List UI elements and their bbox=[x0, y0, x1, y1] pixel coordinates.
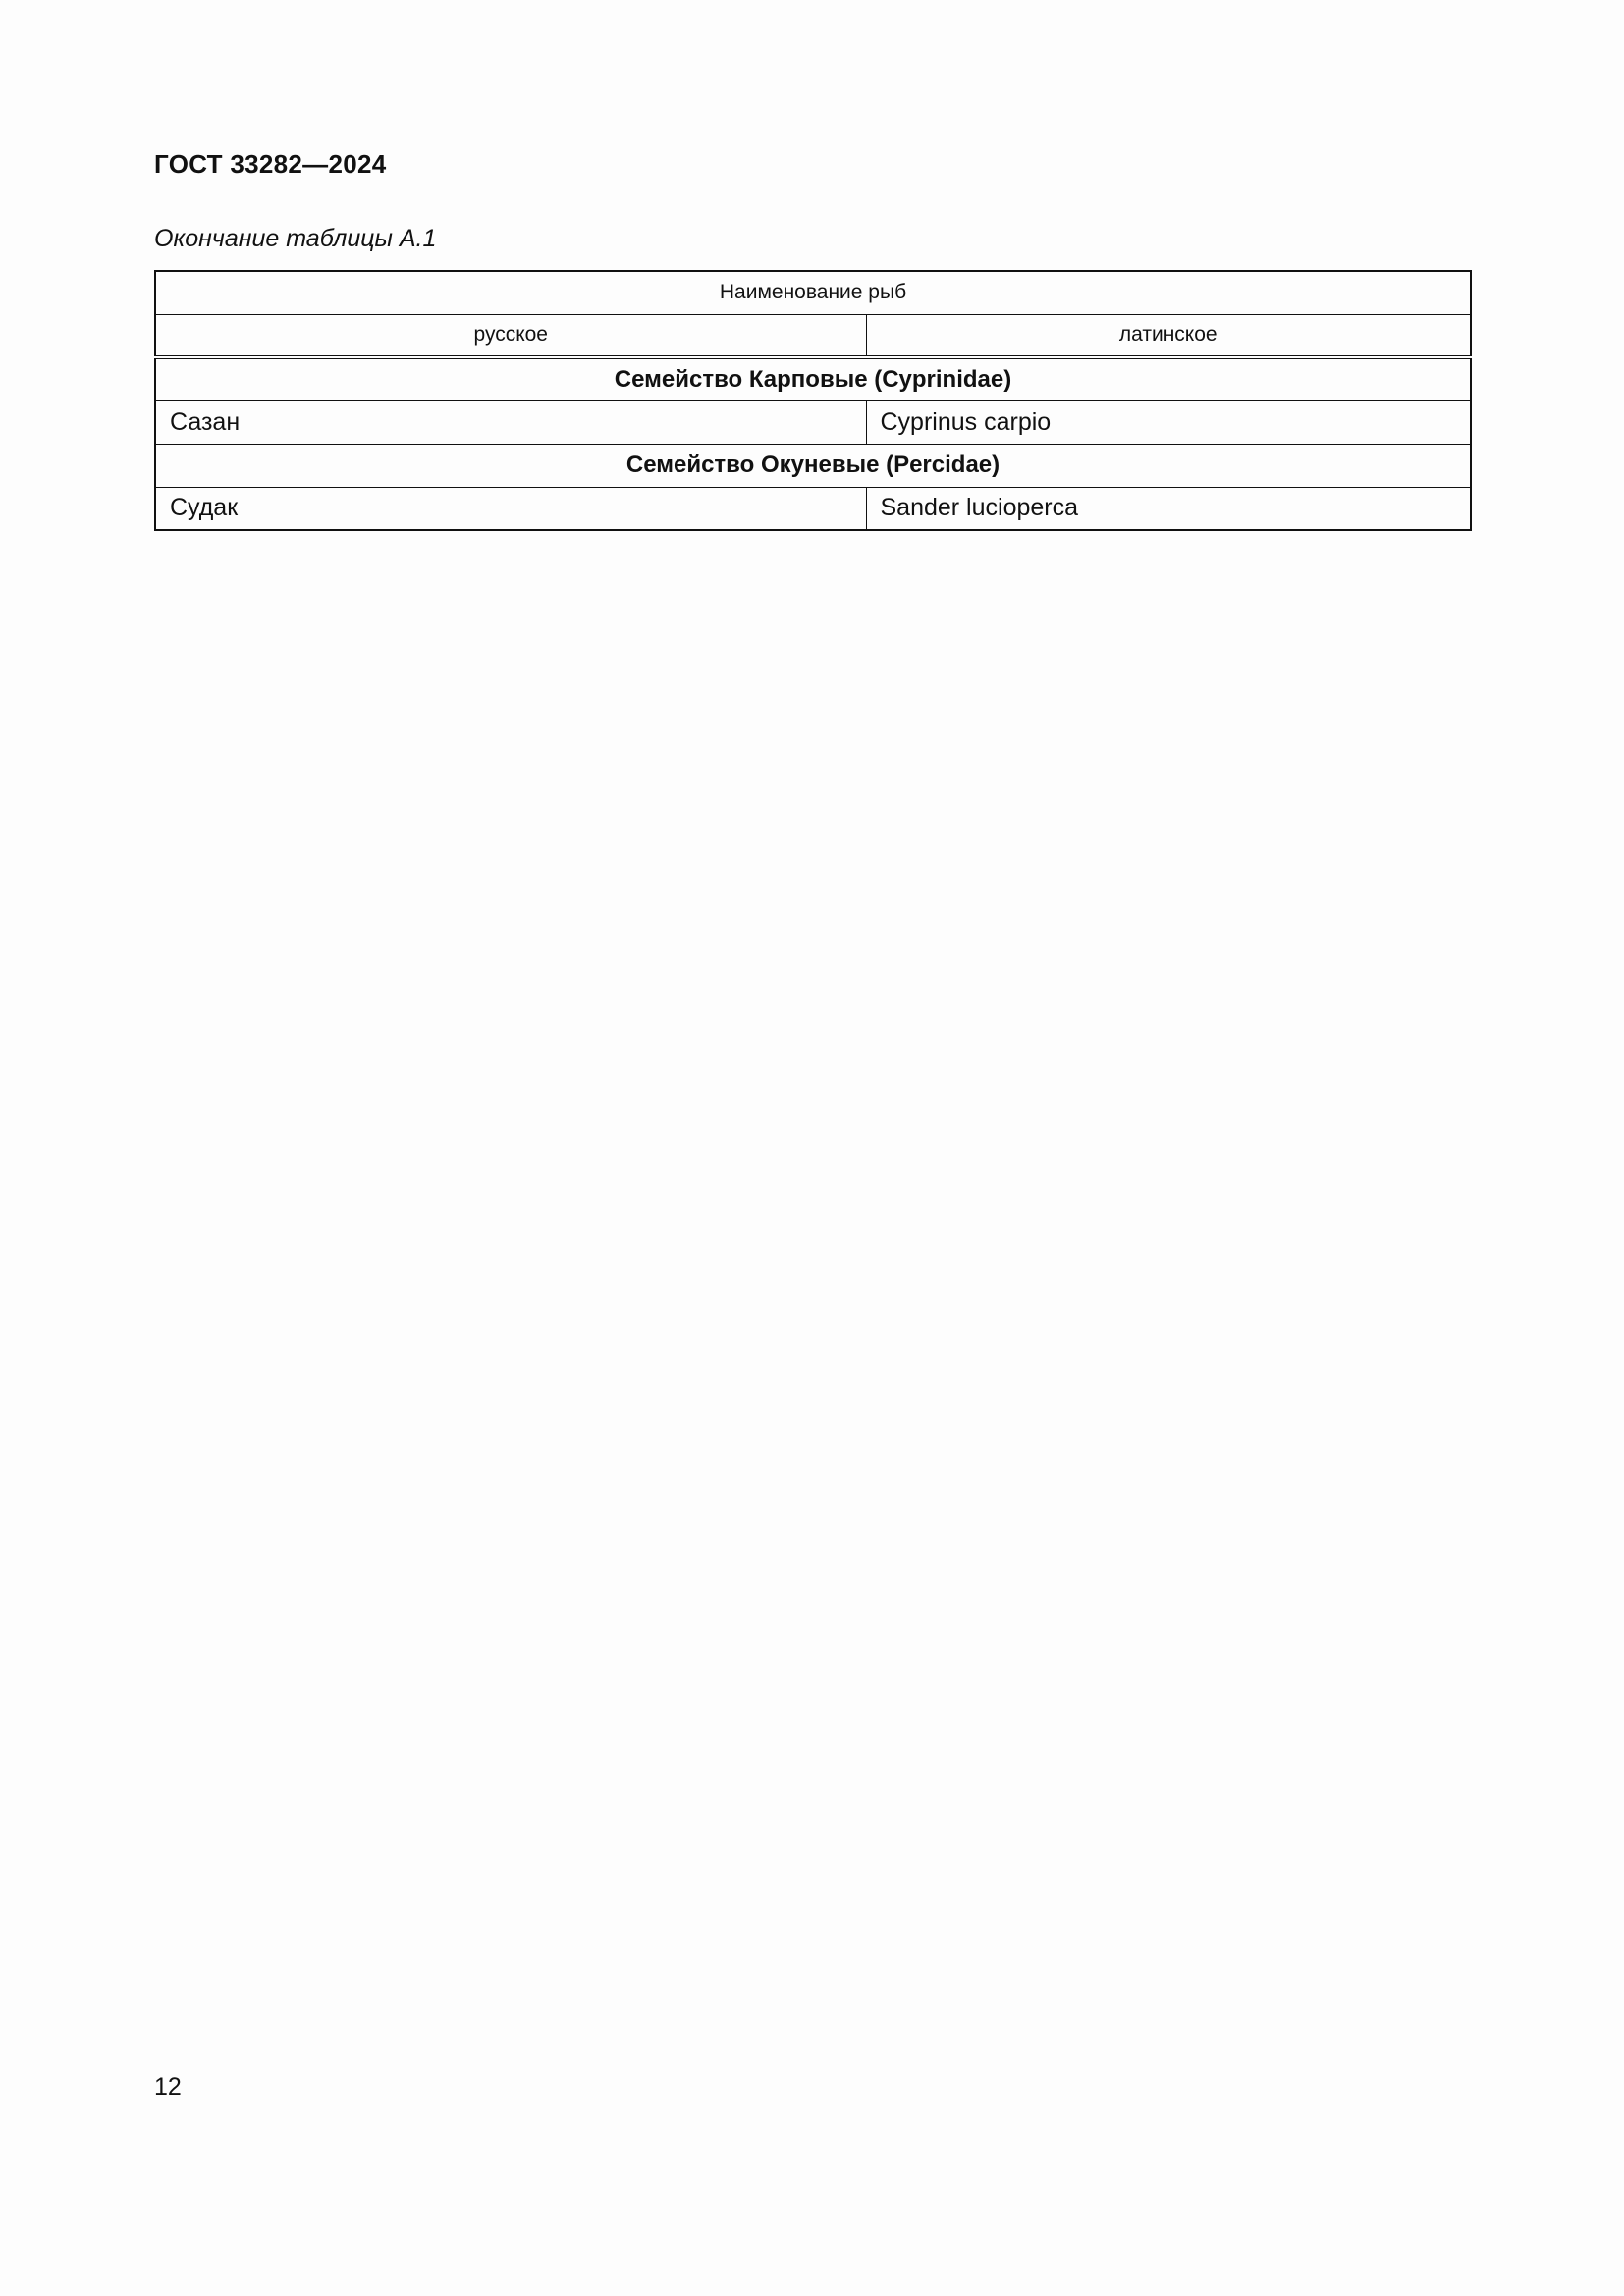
document-standard-code: ГОСТ 33282—2024 bbox=[154, 149, 387, 179]
fish-latin-name: Sander lucioperca bbox=[866, 487, 1471, 530]
fish-russian-name: Судак bbox=[155, 487, 866, 530]
fish-names-table bbox=[154, 270, 1472, 531]
family-heading: Семейство Окуневые (Percidae) bbox=[155, 444, 1471, 487]
table-row bbox=[155, 400, 1471, 444]
header-fish-names: Наименование рыб bbox=[155, 271, 1471, 314]
table-subheader-row bbox=[155, 314, 1471, 357]
table-row bbox=[155, 487, 1471, 530]
fish-russian-name: Сазан bbox=[155, 400, 866, 444]
header-latin-name: латинское bbox=[866, 314, 1471, 357]
page-number: 12 bbox=[154, 2073, 182, 2101]
header-russian-name: русское bbox=[155, 314, 866, 357]
table-caption: Окончание таблицы А.1 bbox=[154, 225, 437, 252]
family-heading: Семейство Карповые (Cyprinidae) bbox=[155, 357, 1471, 400]
family-row bbox=[155, 444, 1471, 487]
fish-latin-name: Cyprinus carpio bbox=[866, 400, 1471, 444]
family-row bbox=[155, 357, 1471, 400]
table-header-row bbox=[155, 271, 1471, 314]
